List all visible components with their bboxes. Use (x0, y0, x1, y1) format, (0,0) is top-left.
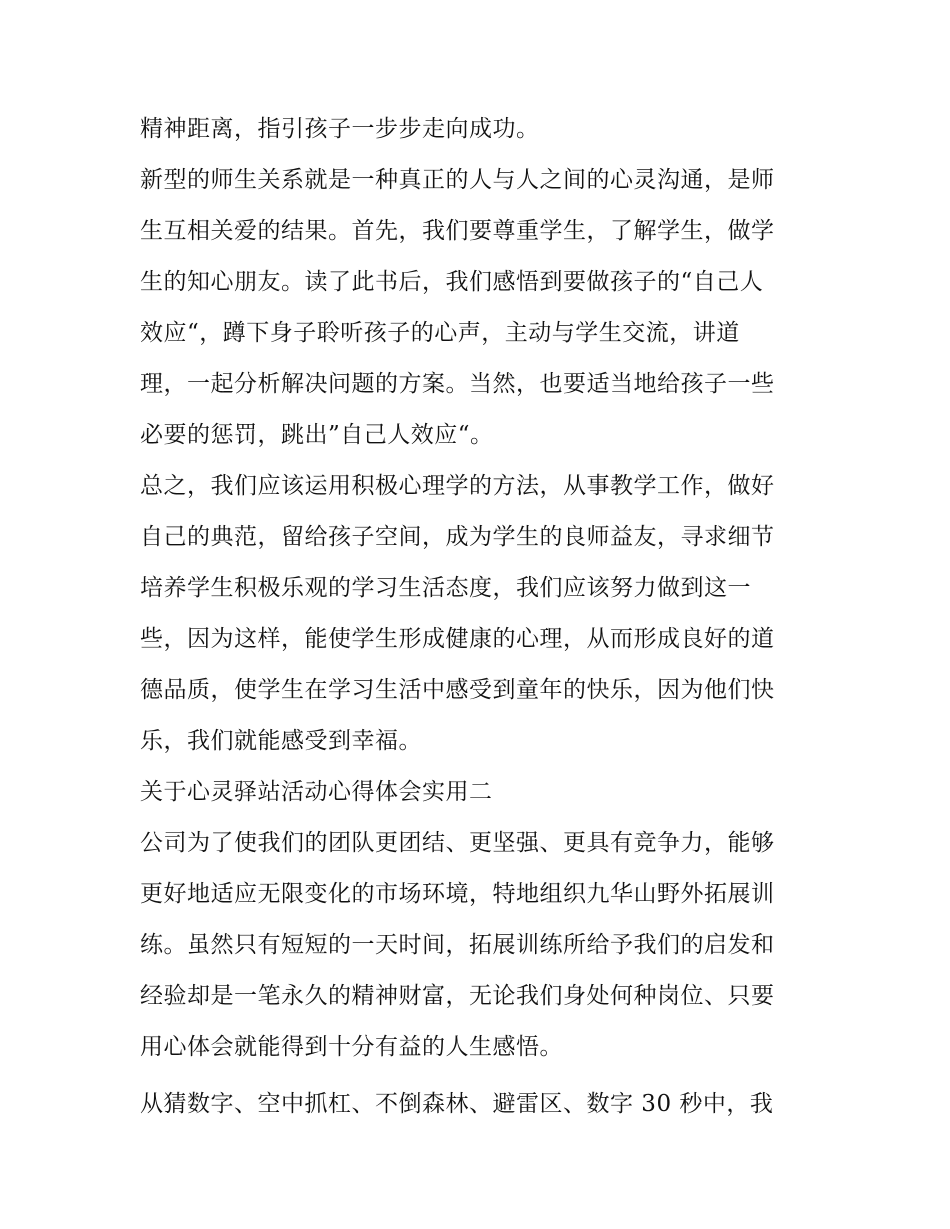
section-heading: 关于心灵驿站活动心得体会实用二 (140, 779, 493, 805)
text-line: 更好地适应无限变化的市场环境，特地组织九华山野外拓展训 (140, 881, 775, 907)
text-line: 用心体会就能得到十分有益的人生感悟。 (140, 1034, 563, 1060)
text-line: 自己的典范，留给孩子空间，成为学生的良师益友，寻求细节 (140, 524, 775, 550)
text-line: 经验却是一笔永久的精神财富，无论我们身处何种岗位、只要 (140, 983, 775, 1009)
text-line: 必要的惩罚，跳出”自己人效应“。 (140, 422, 494, 448)
text-line: 从猜数字、空中抓杠、不倒森林、避雷区、数字 30 秒中，我 (140, 1091, 774, 1117)
text-line: 乐，我们就能感受到幸福。 (140, 728, 422, 754)
text-line: 练。虽然只有短短的一天时间，拓展训练所给予我们的启发和 (140, 932, 775, 958)
text-line: 培养学生积极乐观的学习生活态度，我们应该努力做到这一 (140, 575, 751, 601)
text-line: 精神距离，指引孩子一步步走向成功。 (140, 116, 540, 142)
text-line: 新型的师生关系就是一种真正的人与人之间的心灵沟通，是师 (140, 167, 775, 193)
text-line: 生互相关爱的结果。首先，我们要尊重学生，了解学生，做学 (140, 218, 775, 244)
text-line: 理，一起分析解决问题的方案。当然，也要适当地给孩子一些 (140, 371, 775, 397)
text-line: 德品质，使学生在学习生活中感受到童年的快乐，因为他们快 (140, 677, 775, 703)
text-line: 总之，我们应该运用积极心理学的方法，从事教学工作，做好 (140, 473, 775, 499)
text-line: 效应“，蹲下身子聆听孩子的心声，主动与学生交流，讲道 (140, 320, 740, 346)
text-line: 公司为了使我们的团队更团结、更坚强、更具有竞争力，能够 (140, 830, 775, 856)
document-body (140, 104, 820, 1130)
text-line: 些，因为这样，能使学生形成健康的心理，从而形成良好的道 (140, 626, 775, 652)
text-line: 生的知心朋友。读了此书后，我们感悟到要做孩子的“自己人 (140, 269, 764, 295)
